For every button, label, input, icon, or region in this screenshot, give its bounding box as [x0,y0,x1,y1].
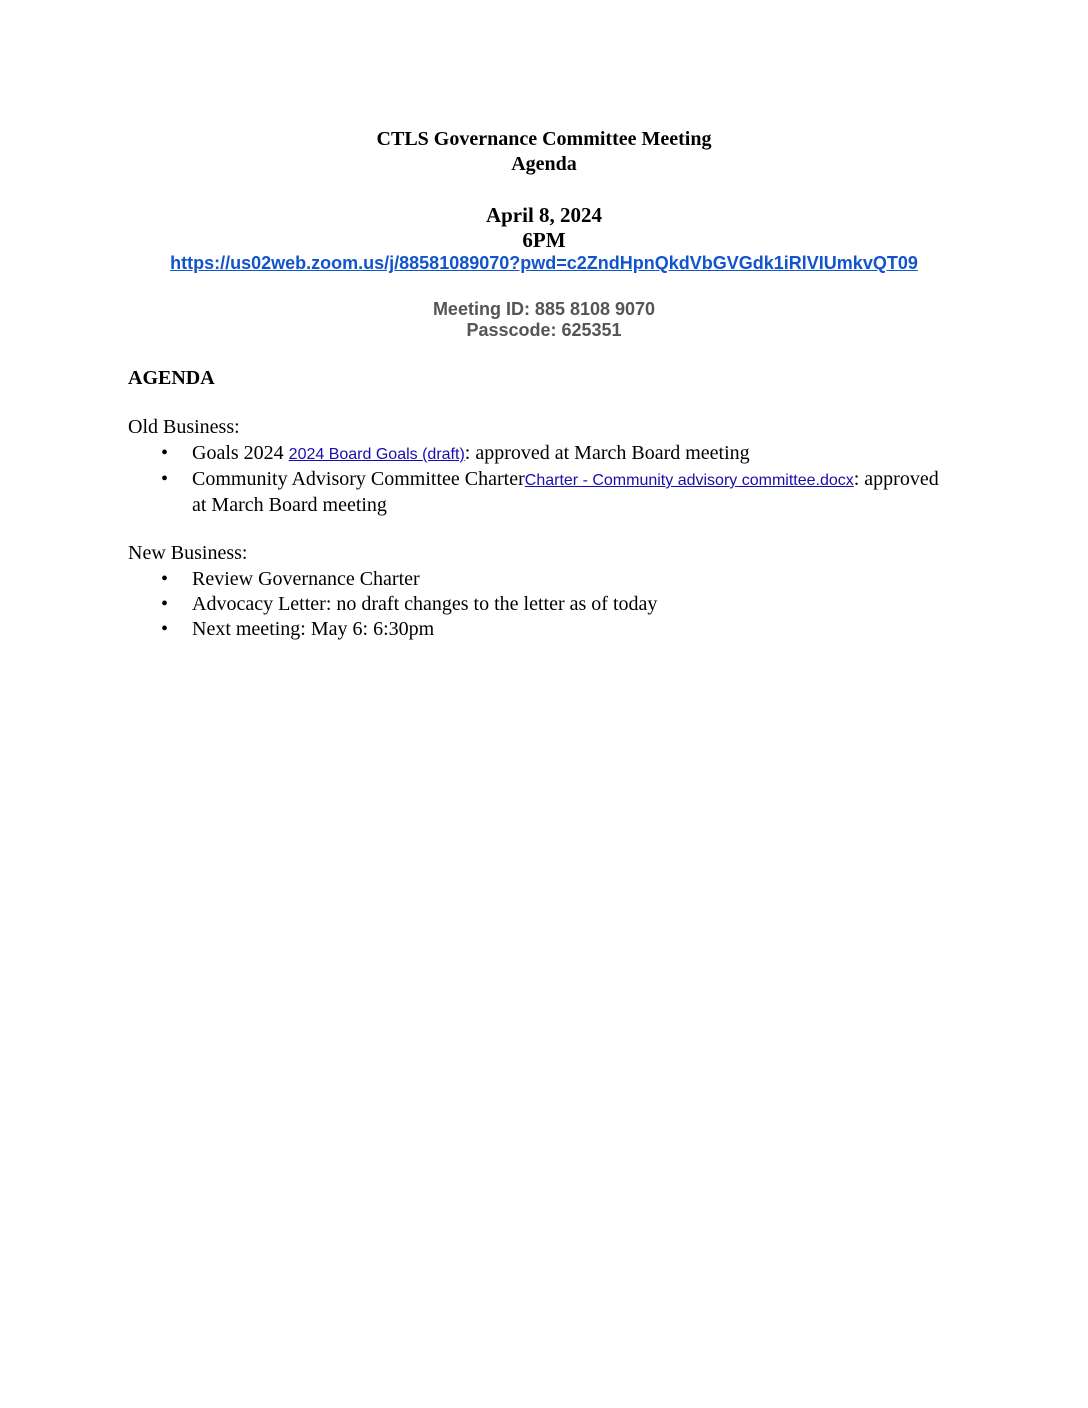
list-item [128,441,958,467]
item-text: Next meeting: May 6: 6:30pm [192,618,435,640]
document-subtitle: Agenda [511,153,577,175]
meeting-date: April 8, 2024 [485,203,603,227]
old-business-list [128,441,958,518]
document-title: CTLS Governance Committee Meeting [376,128,712,150]
agenda-heading: AGENDA [128,367,215,389]
zoom-link-row [0,253,1088,274]
passcode: Passcode: 625351 [466,320,622,340]
bullet-icon: • [161,468,169,490]
list-item [128,592,958,617]
meeting-id: Meeting ID: 885 8108 9070 [432,299,656,319]
bullet-icon: • [161,568,169,590]
old-business-label: Old Business: [128,416,240,438]
item-text: Goals 2024 [192,442,289,464]
charter-doc-link[interactable]: Charter - Community advisory committee.docx [524,472,854,489]
meeting-time: 6PM [522,228,566,252]
item-text: Review Governance Charter [192,568,420,590]
bullet-icon: • [161,618,169,640]
item-text: : approved at March Board meeting [464,442,750,464]
board-goals-link[interactable]: 2024 Board Goals (draft) [288,446,465,463]
zoom-link[interactable]: https://us02web.zoom.us/j/88581089070?pwd=c2ZndHpnQkdVbGVGdk1iRlVIUmkvQT09 [170,253,918,273]
new-business-label: New Business: [128,542,248,564]
list-item [128,567,958,592]
new-business-list [128,567,958,642]
list-item [128,467,958,518]
list-item [128,617,958,642]
bullet-icon: • [161,593,169,615]
item-text: Advocacy Letter: no draft changes to the letter as of today [192,593,658,615]
item-text: Community Advisory Committee Charter [192,468,525,490]
item-text: : approved at March Board meeting [192,468,939,516]
bullet-icon: • [161,442,169,464]
